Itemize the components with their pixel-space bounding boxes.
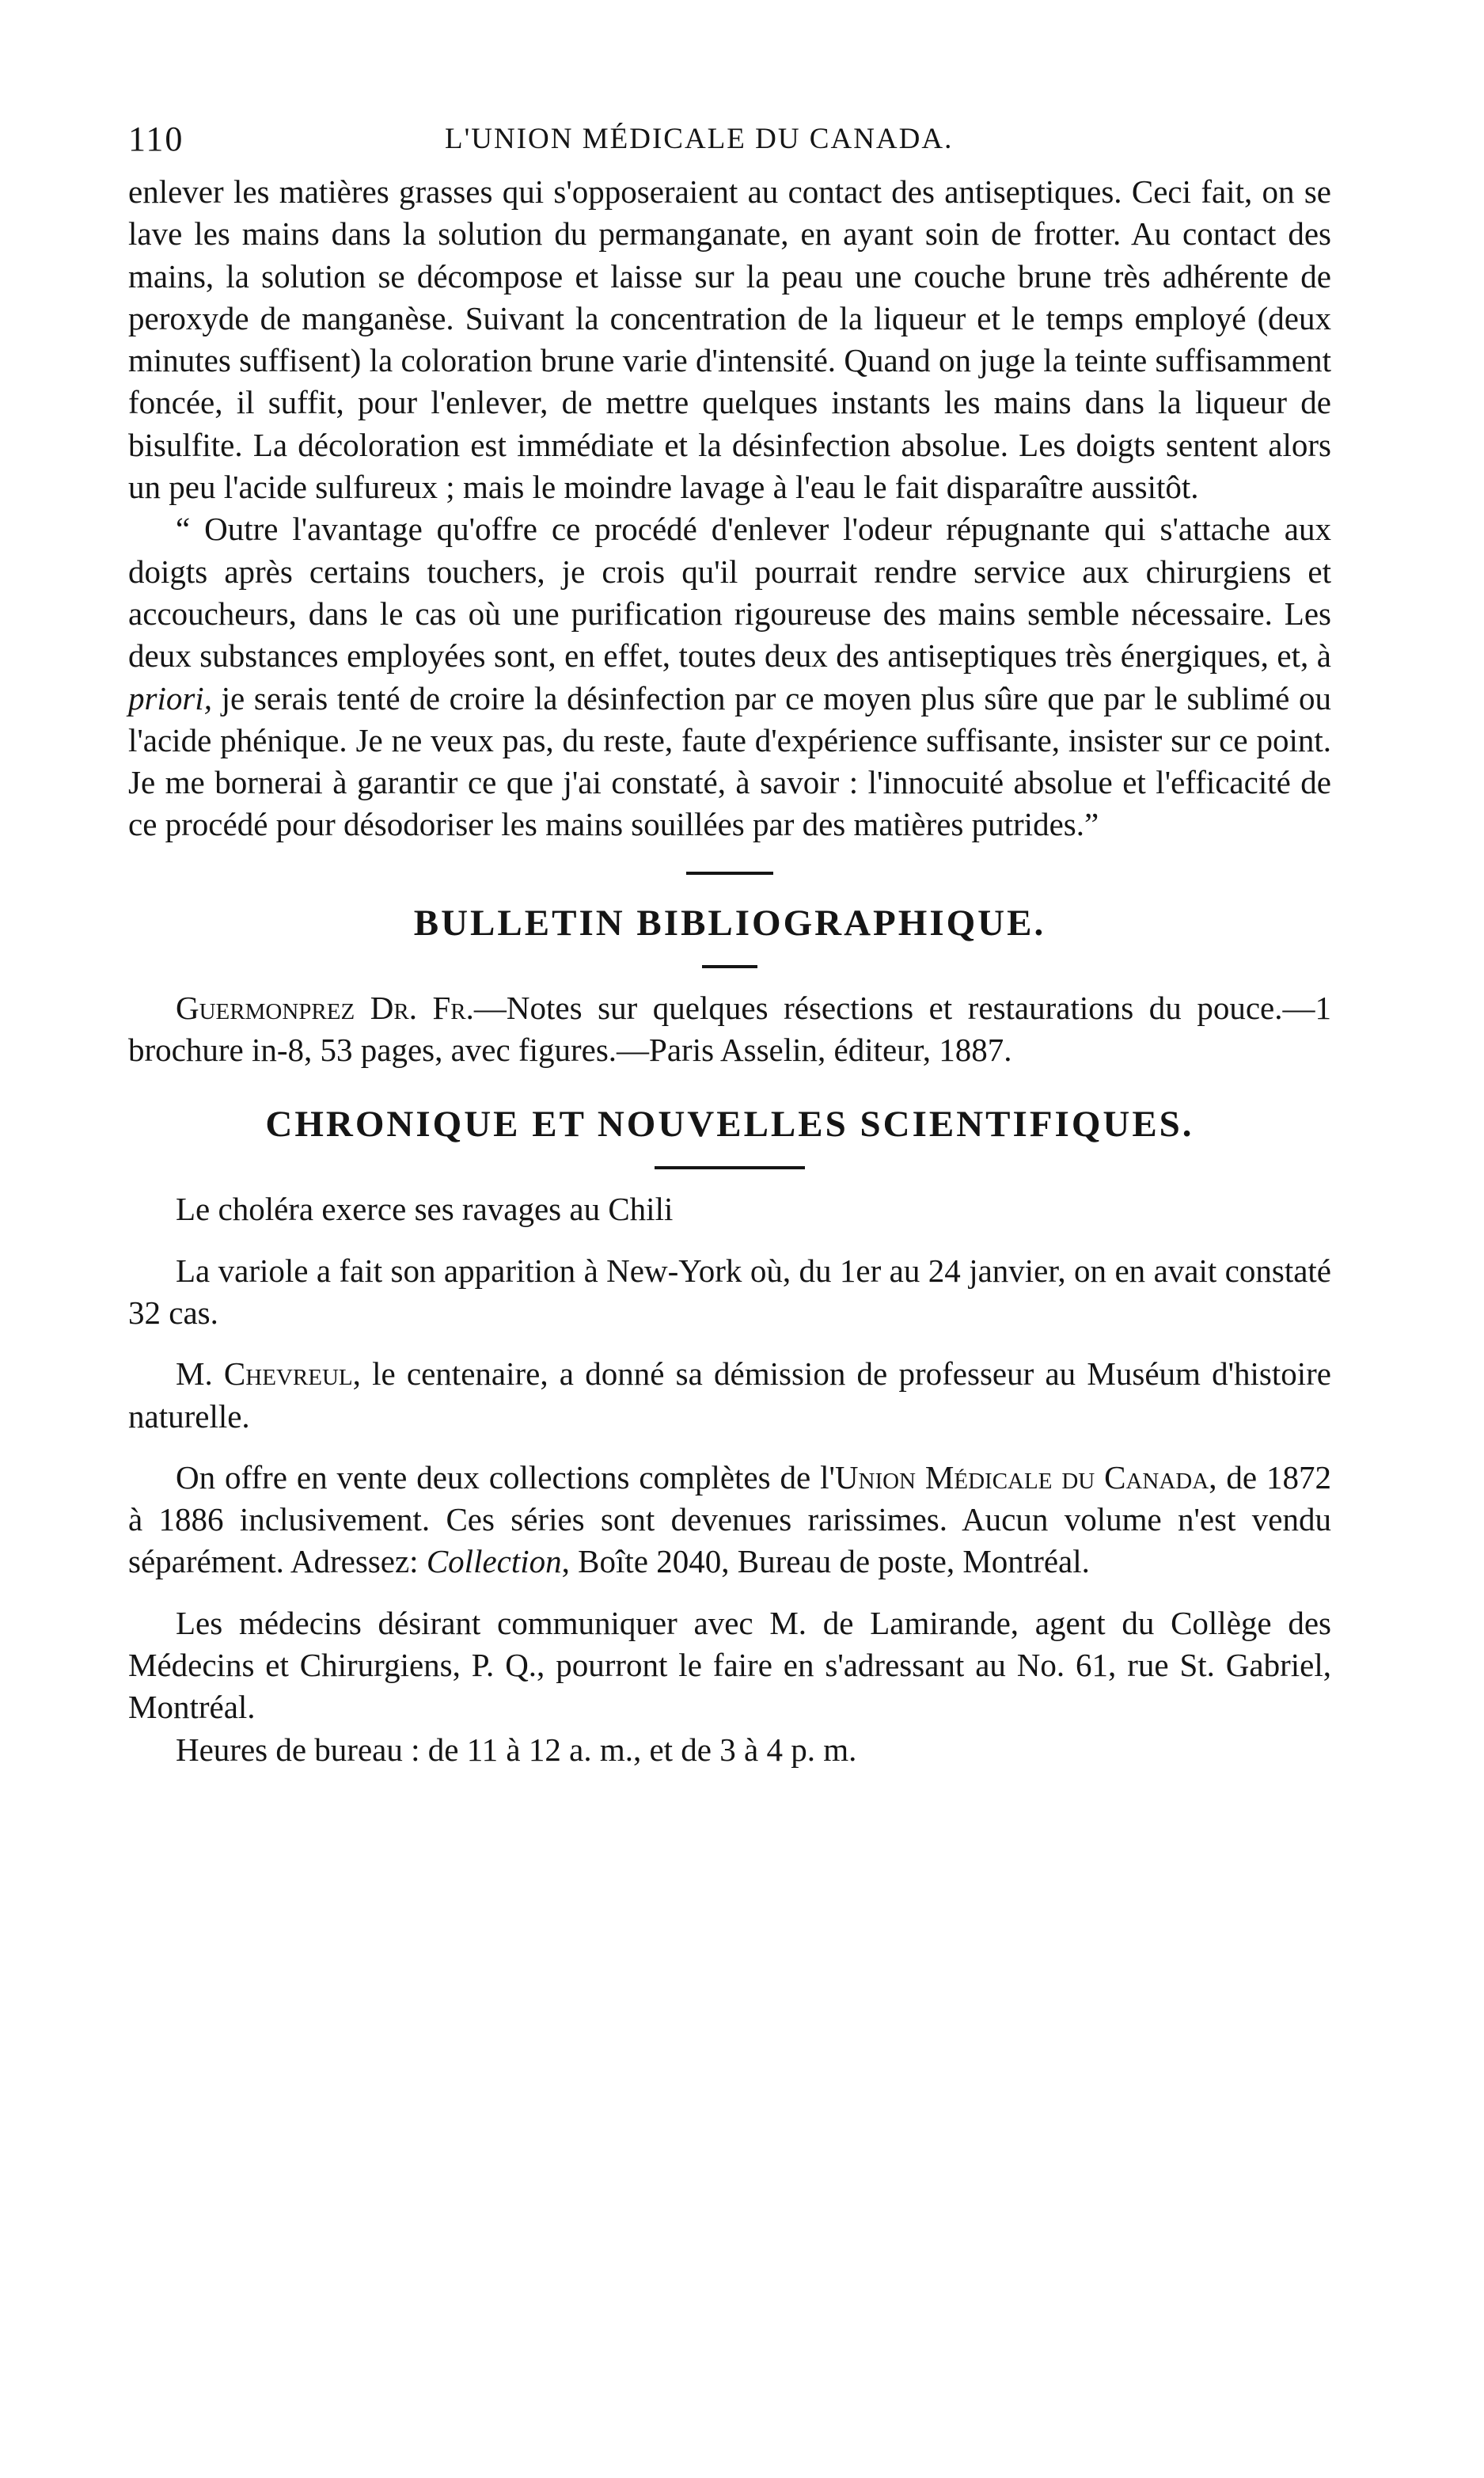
news-text-part-2: , de 1872 à 1886 inclusivement. Ces séries sont devenues rarissimes. Aucun volume n'est vendu séparément. Adressez: xyxy=(128,1458,1331,1580)
page-body xyxy=(128,111,1331,1771)
article-paragraph-quote xyxy=(128,508,1331,846)
running-header xyxy=(128,111,1331,166)
title-underline xyxy=(702,965,757,968)
page-number: 110 xyxy=(128,120,184,158)
journal-name: Union Médicale du Canada xyxy=(834,1458,1209,1496)
chronique-title: CHRONIQUE ET NOUVELLES SCIENTIFIQUES. xyxy=(265,1104,1194,1146)
entry-description: —Notes sur quelques résections et restaurations du pouce.—1 brochure in-8, 53 pages, avec figures.—Paris Asselin, éditeur, 1887. xyxy=(128,989,1331,1069)
person-name: M. Chevreul xyxy=(176,1355,353,1393)
quote-text-part-2: je serais tenté de croire la désinfection par ce moyen plus sûre que par le sublimé ou l'acide phénique. Je ne veux pas, du reste, faute d'expérience suffisante, insister sur ce point. Je me bornerai à garantir ce que j'ai constaté, à savoir : l'innocuité absolue et l'efficacité de ce procédé pour désodoriser les mains souillées par des matières putrides.” xyxy=(128,679,1331,843)
entry-author-title: Dr. Fr. xyxy=(355,989,474,1026)
news-item-chevreul xyxy=(128,1353,1331,1438)
office-hours: Heures de bureau : de 11 à 12 a. m., et de 3 à 4 p. m. xyxy=(176,1731,857,1768)
news-item-cholera: Le choléra exerce ses ravages au Chili xyxy=(176,1191,674,1228)
journal-title: L'UNION MÉDICALE DU CANADA. xyxy=(445,123,954,155)
italic-word: Collection xyxy=(426,1543,562,1580)
bulletin-title: BULLETIN BIBLIOGRAPHIQUE. xyxy=(413,902,1046,944)
quote-italic-phrase: priori, xyxy=(128,679,212,716)
news-item-lamirande: Les médecins désirant communiquer avec M. de Lamirande, agent du Collège des Médecins et Chirurgiens, P. Q., pourront le faire en s'adressant au No. 61, rue St. Gabriel, Montréal. xyxy=(128,1604,1331,1726)
news-text-part-3: , Boîte 2040, Bureau de poste, Montréal. xyxy=(561,1543,1090,1580)
quote-text-part-1: “ Outre l'avantage qu'offre ce procédé d'enlever l'odeur répugnante qui s'attache aux doigts après certains touchers, je crois qu'il pourrait rendre service aux chirurgiens et accoucheurs, dans le cas où une purification rigoureuse des mains semble nécessaire. Les deux substances employées sont, en effet, toutes deux des antiseptiques très énergiques, et, à xyxy=(128,511,1331,675)
news-text: , le centenaire, a donné sa démission de professeur au Muséum d'histoire naturelle. xyxy=(128,1355,1332,1435)
entry-author: Guermonprez xyxy=(176,989,355,1026)
bibliography-entry xyxy=(128,987,1331,1072)
section-divider xyxy=(686,872,773,875)
article-paragraph-continuation: enlever les matières grasses qui s'opposeraient au contact des antiseptiques. Ceci fait, on se lave les mains dans la solution du permanganate, en ayant soin de frotter. Au contact des mains, la solution se décompose et laisse sur la peau une couche brune très adhérente de peroxyde de manganèse. Suivant la concentration de la liqueur et le temps employé (deux minutes suffisent) la coloration brune varie d'intensité. Quand on juge la teinte suffisamment foncée, il suffit, pour l'enlever, de mettre quelques instants les mains dans la liqueur de bisulfite. La décoloration est immédiate et la désinfection absolue. Les doigts sentent alors un peu l'acide sulfureux ; mais le moindre lavage à l'eau le fait disparaître aussitôt. xyxy=(128,173,1331,506)
news-item-collections xyxy=(128,1457,1331,1583)
news-text-part-1: On offre en vente deux collections complètes de l' xyxy=(176,1458,835,1496)
title-underline xyxy=(655,1166,805,1169)
news-item-variole: La variole a fait son apparition à New-York où, du 1er au 24 janvier, on en avait constaté 32 cas. xyxy=(128,1252,1331,1331)
